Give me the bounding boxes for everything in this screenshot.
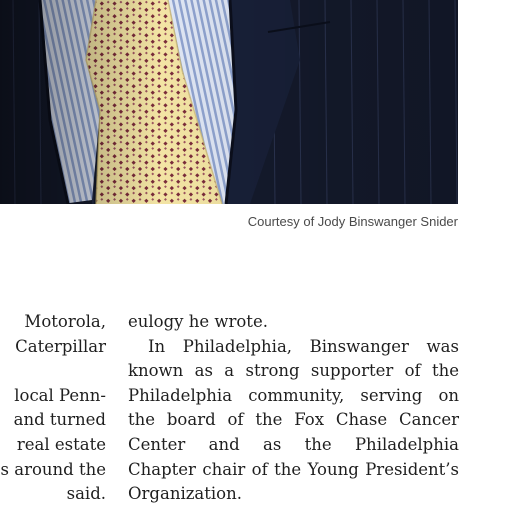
photo-caption: Courtesy of Jody Binswanger Snider — [247, 214, 458, 229]
text-line: s around the — [0, 459, 106, 479]
text-line: known as a strong supporter of the — [128, 361, 459, 381]
left-column — [0, 310, 106, 507]
text-line: Philadelphia community, serving on — [128, 385, 459, 405]
text-line: Organization. — [128, 484, 242, 504]
right-column — [128, 310, 459, 507]
text-line: and turned — [13, 410, 106, 430]
portrait-photo — [0, 0, 458, 204]
text-line: said. — [66, 484, 106, 504]
text-line: In Philadelphia, Binswanger was — [148, 336, 459, 356]
text-line: Motorola, — [24, 312, 106, 331]
text-line: the board of the Fox Chase Cancer — [128, 410, 459, 430]
paragraph-gap — [0, 359, 106, 384]
text-line: real estate — [16, 434, 106, 454]
text-line: Chapter chair of the Young President’s — [128, 459, 459, 479]
text-line: eulogy he wrote. — [128, 312, 268, 331]
text-line: Caterpillar — [15, 336, 106, 356]
text-line: local Penn- — [14, 385, 106, 405]
text-line: Center and as the Philadelphia — [128, 434, 459, 454]
portrait-photo-graphic — [0, 0, 458, 204]
